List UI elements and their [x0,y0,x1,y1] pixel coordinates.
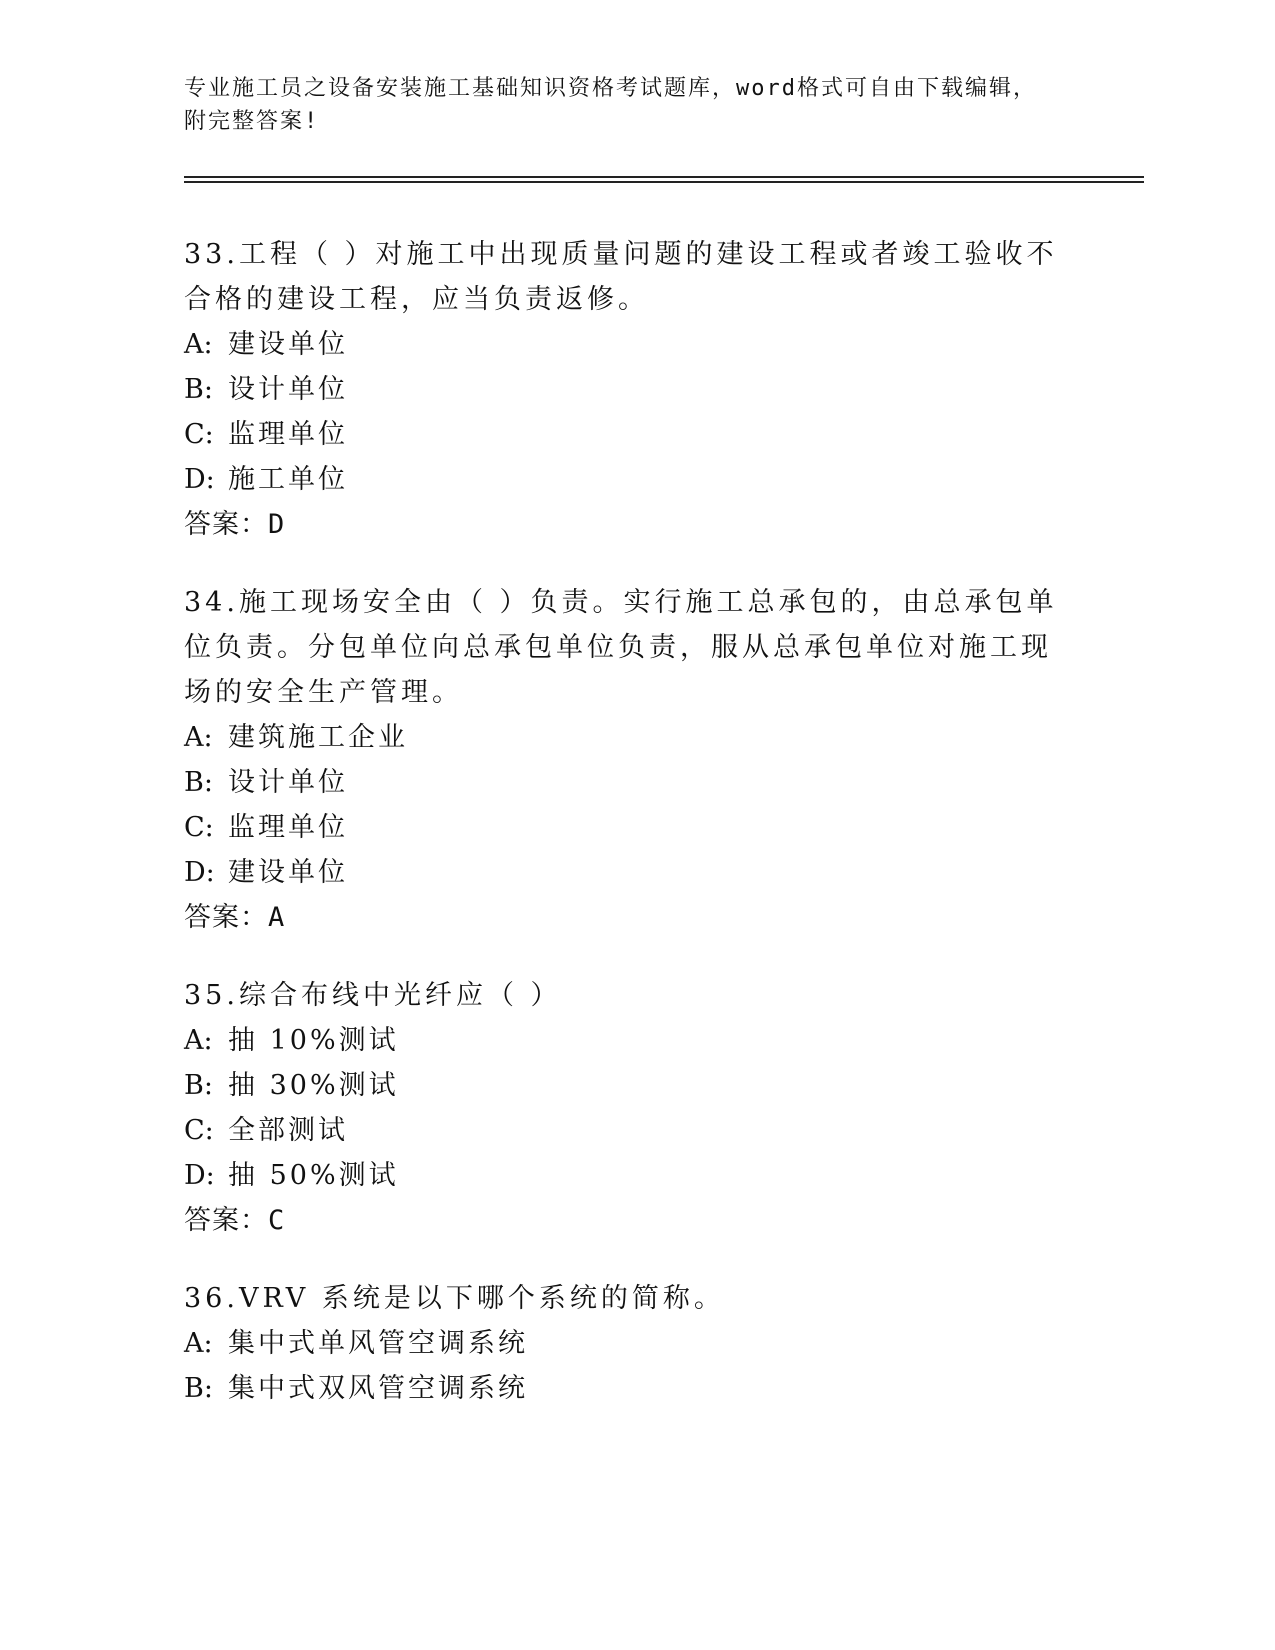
option-c [184,805,1064,850]
option-key: A: [184,1025,213,1056]
option-b [184,367,1064,412]
option-b [184,1366,1064,1411]
option-b [184,760,1064,805]
option-text: 监理单位 [228,812,348,843]
option-text: 集中式双风管空调系统 [228,1373,528,1404]
option-text: 抽 10%测试 [228,1025,399,1056]
option-key: C: [184,419,214,450]
option-key: D: [184,1160,215,1191]
option-key: B: [184,767,213,798]
header-line-2: 附完整答案! [184,109,320,134]
option-key: C: [184,1115,214,1146]
question-stem: 33.工程（ ）对施工中出现质量问题的建设工程或者竣工验收不合格的建设工程，应当负责返修。 [184,239,1058,315]
option-key: A: [184,722,213,753]
answer-line: 答案：A [184,902,286,933]
option-d [184,850,1064,895]
option-text: 集中式单风管空调系统 [228,1328,528,1359]
option-key: A: [184,1328,213,1359]
option-a [184,715,1064,760]
header-rule-top [184,176,1144,178]
option-a [184,1018,1064,1063]
option-text: 监理单位 [228,419,348,450]
header-line-1: 专业施工员之设备安装施工基础知识资格考试题库，word格式可自由下载编辑， [184,76,1037,101]
question-list [184,232,1064,1444]
option-key: D: [184,464,215,495]
question-stem: 36.VRV 系统是以下哪个系统的简称。 [184,1283,725,1314]
option-a [184,1321,1064,1366]
option-d [184,1153,1064,1198]
answer-line: 答案：D [184,509,286,540]
option-text: 建设单位 [228,329,348,360]
header-rule-bottom [184,181,1144,183]
option-text: 设计单位 [228,374,348,405]
option-text: 全部测试 [228,1115,348,1146]
option-key: D: [184,857,215,888]
option-b [184,1063,1064,1108]
option-text: 建设单位 [228,857,348,888]
option-text: 抽 50%测试 [228,1160,399,1191]
question-34 [184,580,1064,940]
answer-line: 答案：C [184,1205,286,1236]
option-text: 设计单位 [228,767,348,798]
document-header [184,72,1064,138]
option-text: 抽 30%测试 [228,1070,399,1101]
option-key: B: [184,1373,213,1404]
option-key: B: [184,1070,213,1101]
question-stem: 34.施工现场安全由（ ）负责。实行施工总承包的，由总承包单位负责。分包单位向总承包单位负责，服从总承包单位对施工现场的安全生产管理。 [184,587,1058,708]
option-a [184,322,1064,367]
option-c [184,1108,1064,1153]
question-stem: 35.综合布线中光纤应（ ） [184,980,562,1011]
question-33 [184,232,1064,547]
option-key: A: [184,329,213,360]
option-text: 施工单位 [228,464,348,495]
option-d [184,457,1064,502]
option-key: C: [184,812,214,843]
question-35 [184,973,1064,1243]
option-key: B: [184,374,213,405]
option-c [184,412,1064,457]
question-36 [184,1276,1064,1411]
option-text: 建筑施工企业 [228,722,408,753]
